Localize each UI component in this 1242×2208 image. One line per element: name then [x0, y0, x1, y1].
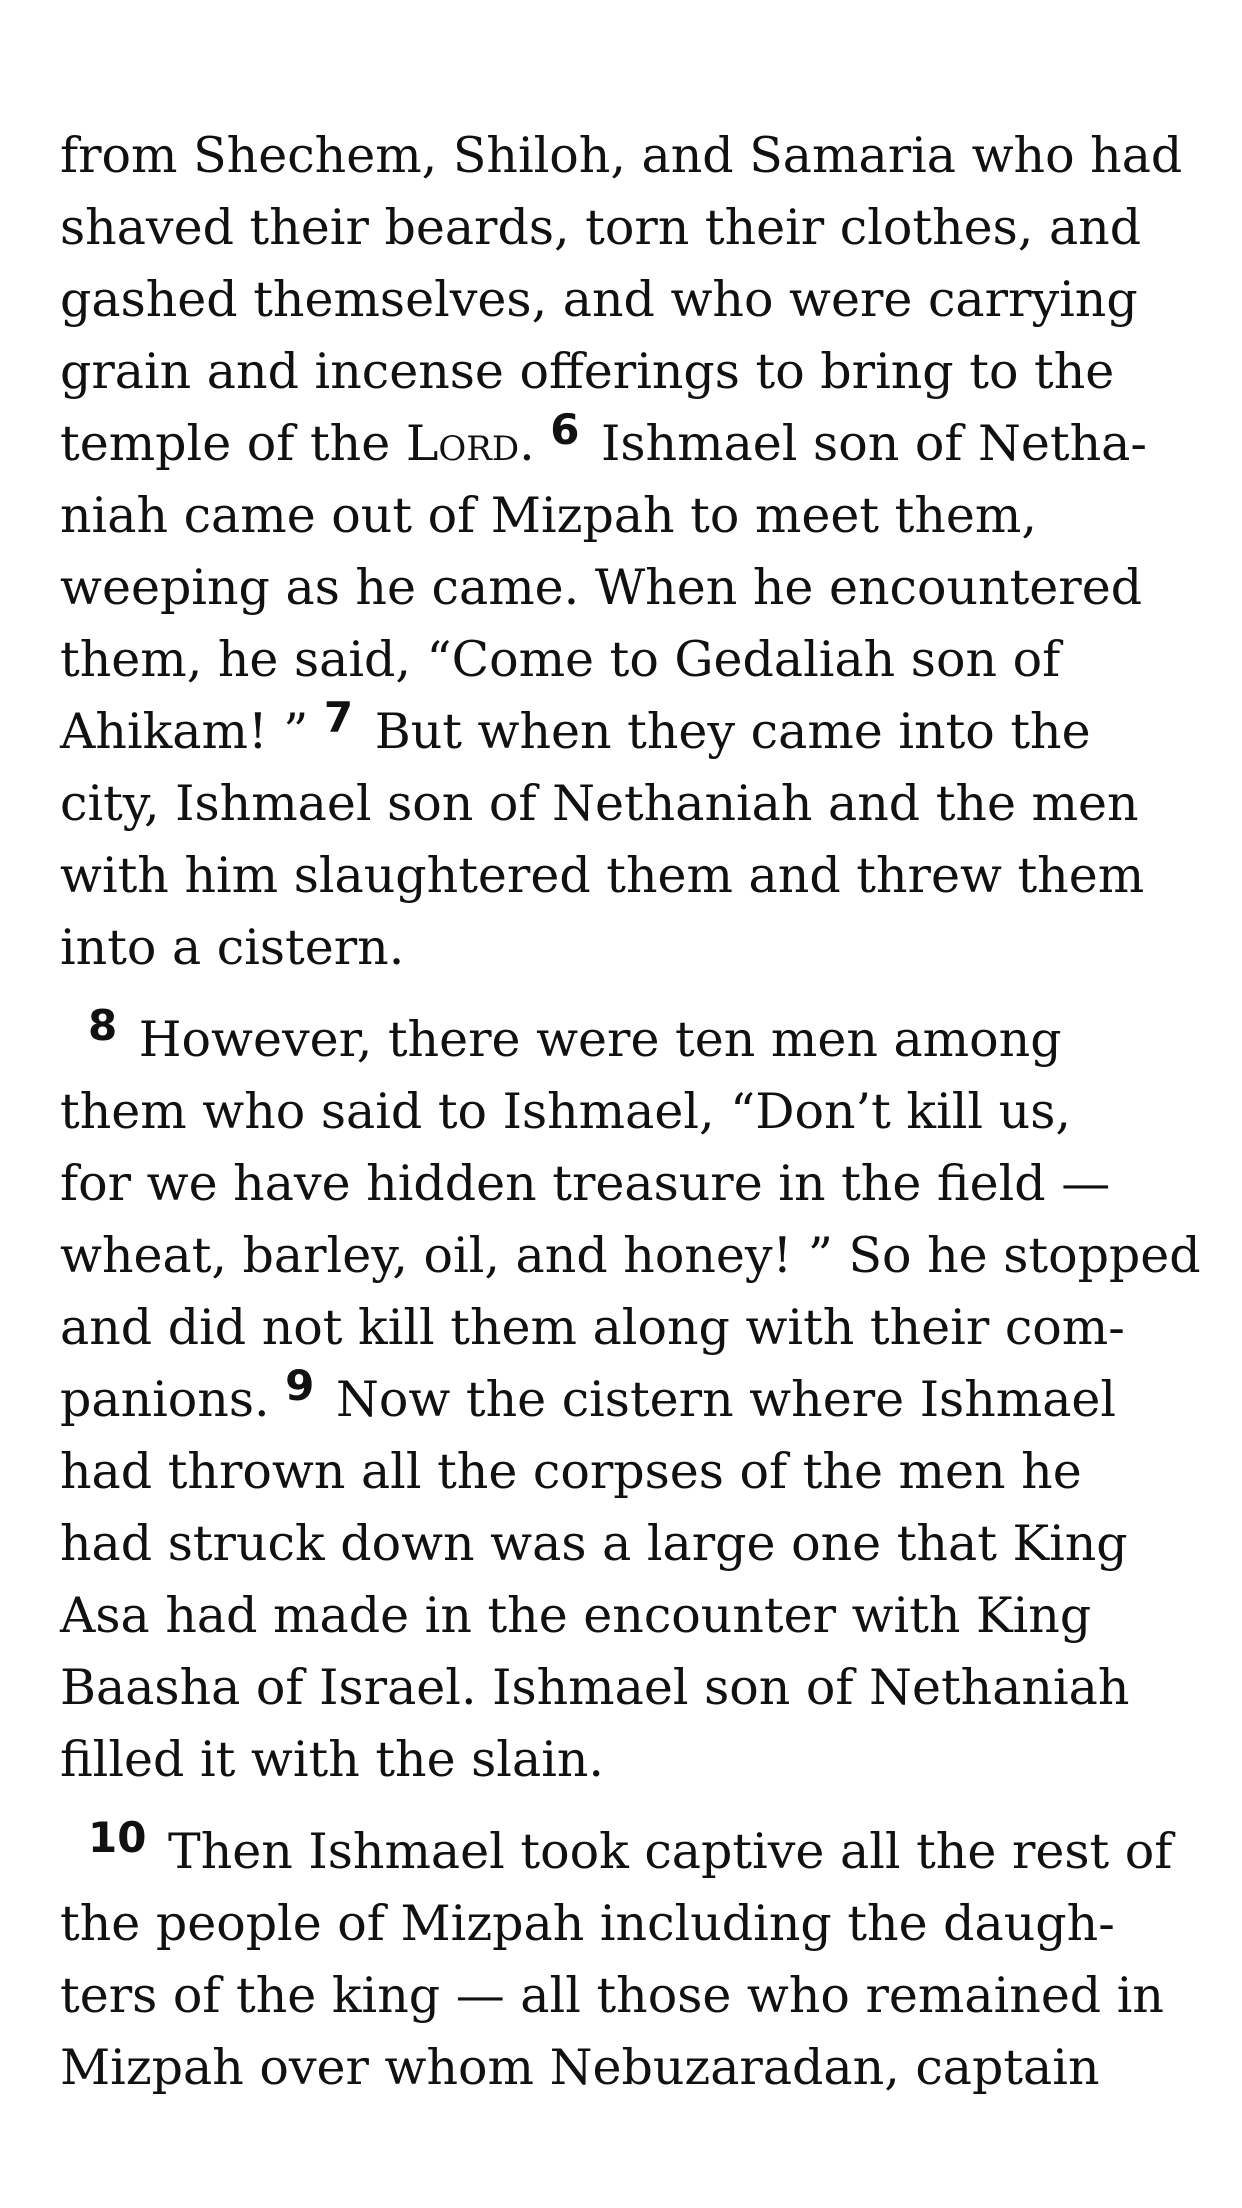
text-line: for we have hidden treasure in the field —	[60, 1155, 1111, 1212]
text-line: them, he said, “Come to Gedaliah son of	[60, 631, 1061, 688]
text-line	[60, 693, 1190, 768]
text-fragment: But when they came into the	[359, 703, 1091, 760]
text-line	[60, 1001, 1190, 1076]
text-fragment: panions.	[60, 1371, 286, 1428]
text-line: had thrown all the corpses of the men he	[60, 1443, 1082, 1500]
text-line: had struck down was a large one that King	[60, 1515, 1128, 1572]
reading-pane	[60, 120, 1201, 2104]
verse-number-6: 6	[550, 405, 580, 454]
text-line	[60, 1361, 1190, 1436]
text-line: with him slaughtered them and threw them	[60, 847, 1145, 904]
divine-name: Lord	[405, 415, 520, 472]
text-line: them who said to Ishmael, “Don’t kill us,	[60, 1083, 1071, 1140]
text-line: from Shechem, Shiloh, and Samaria who had	[60, 127, 1183, 184]
paragraph-gap	[60, 1796, 1190, 1816]
text-line: grain and incense offerings to bring to the	[60, 343, 1115, 400]
text-line: weeping as he came. When he encountered	[60, 559, 1143, 616]
text-fragment: Ahikam! ”	[60, 703, 324, 760]
verse-number-8: 8	[88, 1001, 118, 1050]
text-fragment: Then Ishmael took captive all the rest of	[152, 1823, 1173, 1880]
text-fragment: Now the cistern where Ishmael	[320, 1371, 1117, 1428]
text-line: wheat, barley, oil, and honey! ” So he stopped	[60, 1227, 1201, 1284]
text-line	[60, 405, 1190, 480]
text-fragment: However, there were ten men among	[123, 1011, 1062, 1068]
verse-number-7: 7	[323, 693, 354, 742]
text-line: and did not kill them along with their com-	[60, 1299, 1125, 1356]
text-fragment: temple of the	[60, 415, 406, 472]
text-line: niah came out of Mizpah to meet them,	[60, 487, 1037, 544]
text-line: shaved their beards, torn their clothes, and	[60, 199, 1142, 256]
text-line: gashed themselves, and who were carrying	[60, 271, 1138, 328]
text-line: Baasha of Israel. Ishmael son of Nethaniah	[60, 1659, 1130, 1716]
text-line: Asa had made in the encounter with King	[60, 1587, 1092, 1644]
text-line: ters of the king — all those who remained in	[60, 1967, 1164, 2024]
text-line: Mizpah over whom Nebuzaradan, captain	[60, 2039, 1100, 2096]
verse-number-9: 9	[285, 1361, 315, 1410]
text-line: filled it with the slain.	[60, 1731, 605, 1788]
text-line: into a cistern.	[60, 919, 405, 976]
paragraph-gap	[60, 984, 1190, 1004]
text-line: the people of Mizpah including the daugh-	[60, 1895, 1115, 1952]
verse-number-10: 10	[88, 1813, 147, 1862]
text-fragment: Ishmael son of Netha-	[585, 415, 1147, 472]
text-fragment: .	[519, 415, 551, 472]
text-line: city, Ishmael son of Nethaniah and the men	[60, 775, 1139, 832]
text-line	[60, 1813, 1190, 1888]
